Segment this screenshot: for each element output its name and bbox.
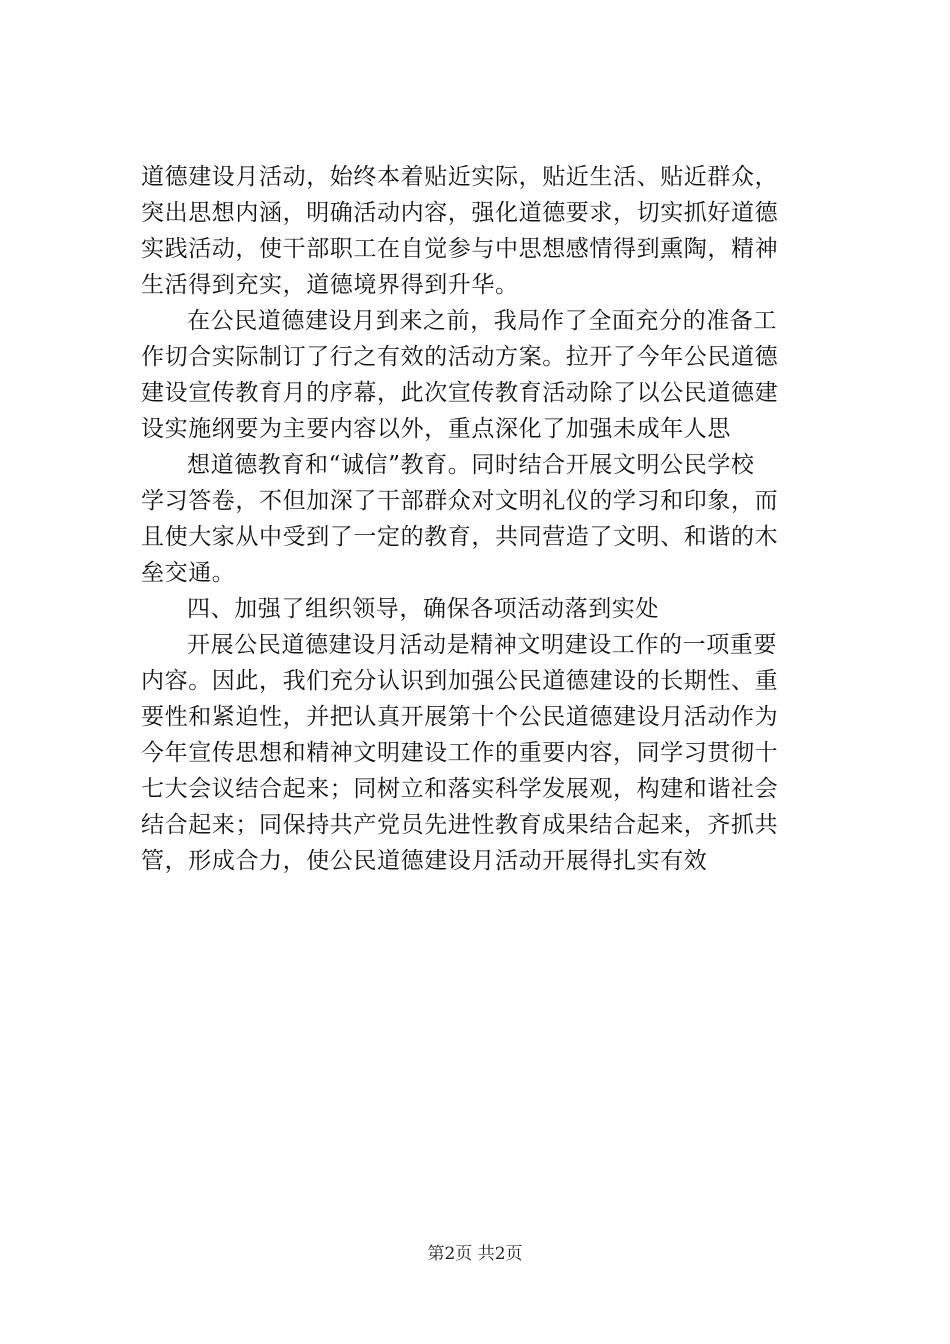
text-line: 想道德教育和“诚信”教育。同时结合开展文明公民学校 — [187, 452, 755, 478]
text-line: 在公民道德建设月到来之前，我局作了全面充分的准备工 — [187, 308, 777, 334]
text-line: 建设宣传教育月的序幕，此次宣传教育活动除了以公民道德建 — [141, 380, 779, 406]
body-text — [141, 159, 831, 879]
text-line: 作切合实际制订了行之有效的活动方案。拉开了今年公民道德 — [141, 344, 779, 370]
text-line: 设实施纲要为主要内容以外，重点深化了加强未成年人思 — [141, 416, 731, 442]
text-line: 学习答卷，不但加深了干部群众对文明礼仪的学习和印象，而 — [141, 488, 779, 514]
text-line: 道德建设月活动，始终本着贴近实际，贴近生活、贴近群众， — [141, 164, 779, 190]
text-line: 内容。因此，我们充分认识到加强公民道德建设的长期性、重 — [141, 668, 779, 694]
section-heading: 四、加强了组织领导，确保各项活动落到实处 — [187, 596, 659, 622]
page-footer — [0, 1242, 950, 1266]
text-line: 今年宣传思想和精神文明建设工作的重要内容，同学习贯彻十 — [141, 740, 779, 766]
text-line: 要性和紧迫性，并把认真开展第十个公民道德建设月活动作为 — [141, 704, 779, 730]
text-line: 开展公民道德建设月活动是精神文明建设工作的一项重要 — [187, 632, 777, 658]
text-line: 七大会议结合起来；同树立和落实科学发展观，构建和谐社会 — [141, 776, 779, 802]
text-line: 突出思想内涵，明确活动内容，强化道德要求，切实抓好道德 — [141, 200, 779, 226]
text-line: 垒交通。 — [141, 560, 236, 586]
text-line: 结合起来；同保持共产党员先进性教育成果结合起来，齐抓共 — [141, 812, 779, 838]
page-indicator: 第2页 共2页 — [427, 1244, 523, 1264]
text-line: 实践活动，使干部职工在自觉参与中思想感情得到熏陶，精神 — [141, 236, 779, 262]
text-line: 管，形成合力，使公民道德建设月活动开展得扎实有效 — [141, 848, 708, 874]
text-line: 且使大家从中受到了一定的教育，共同营造了文明、和谐的木 — [141, 524, 779, 550]
text-line: 生活得到充实，道德境界得到升华。 — [141, 272, 519, 298]
